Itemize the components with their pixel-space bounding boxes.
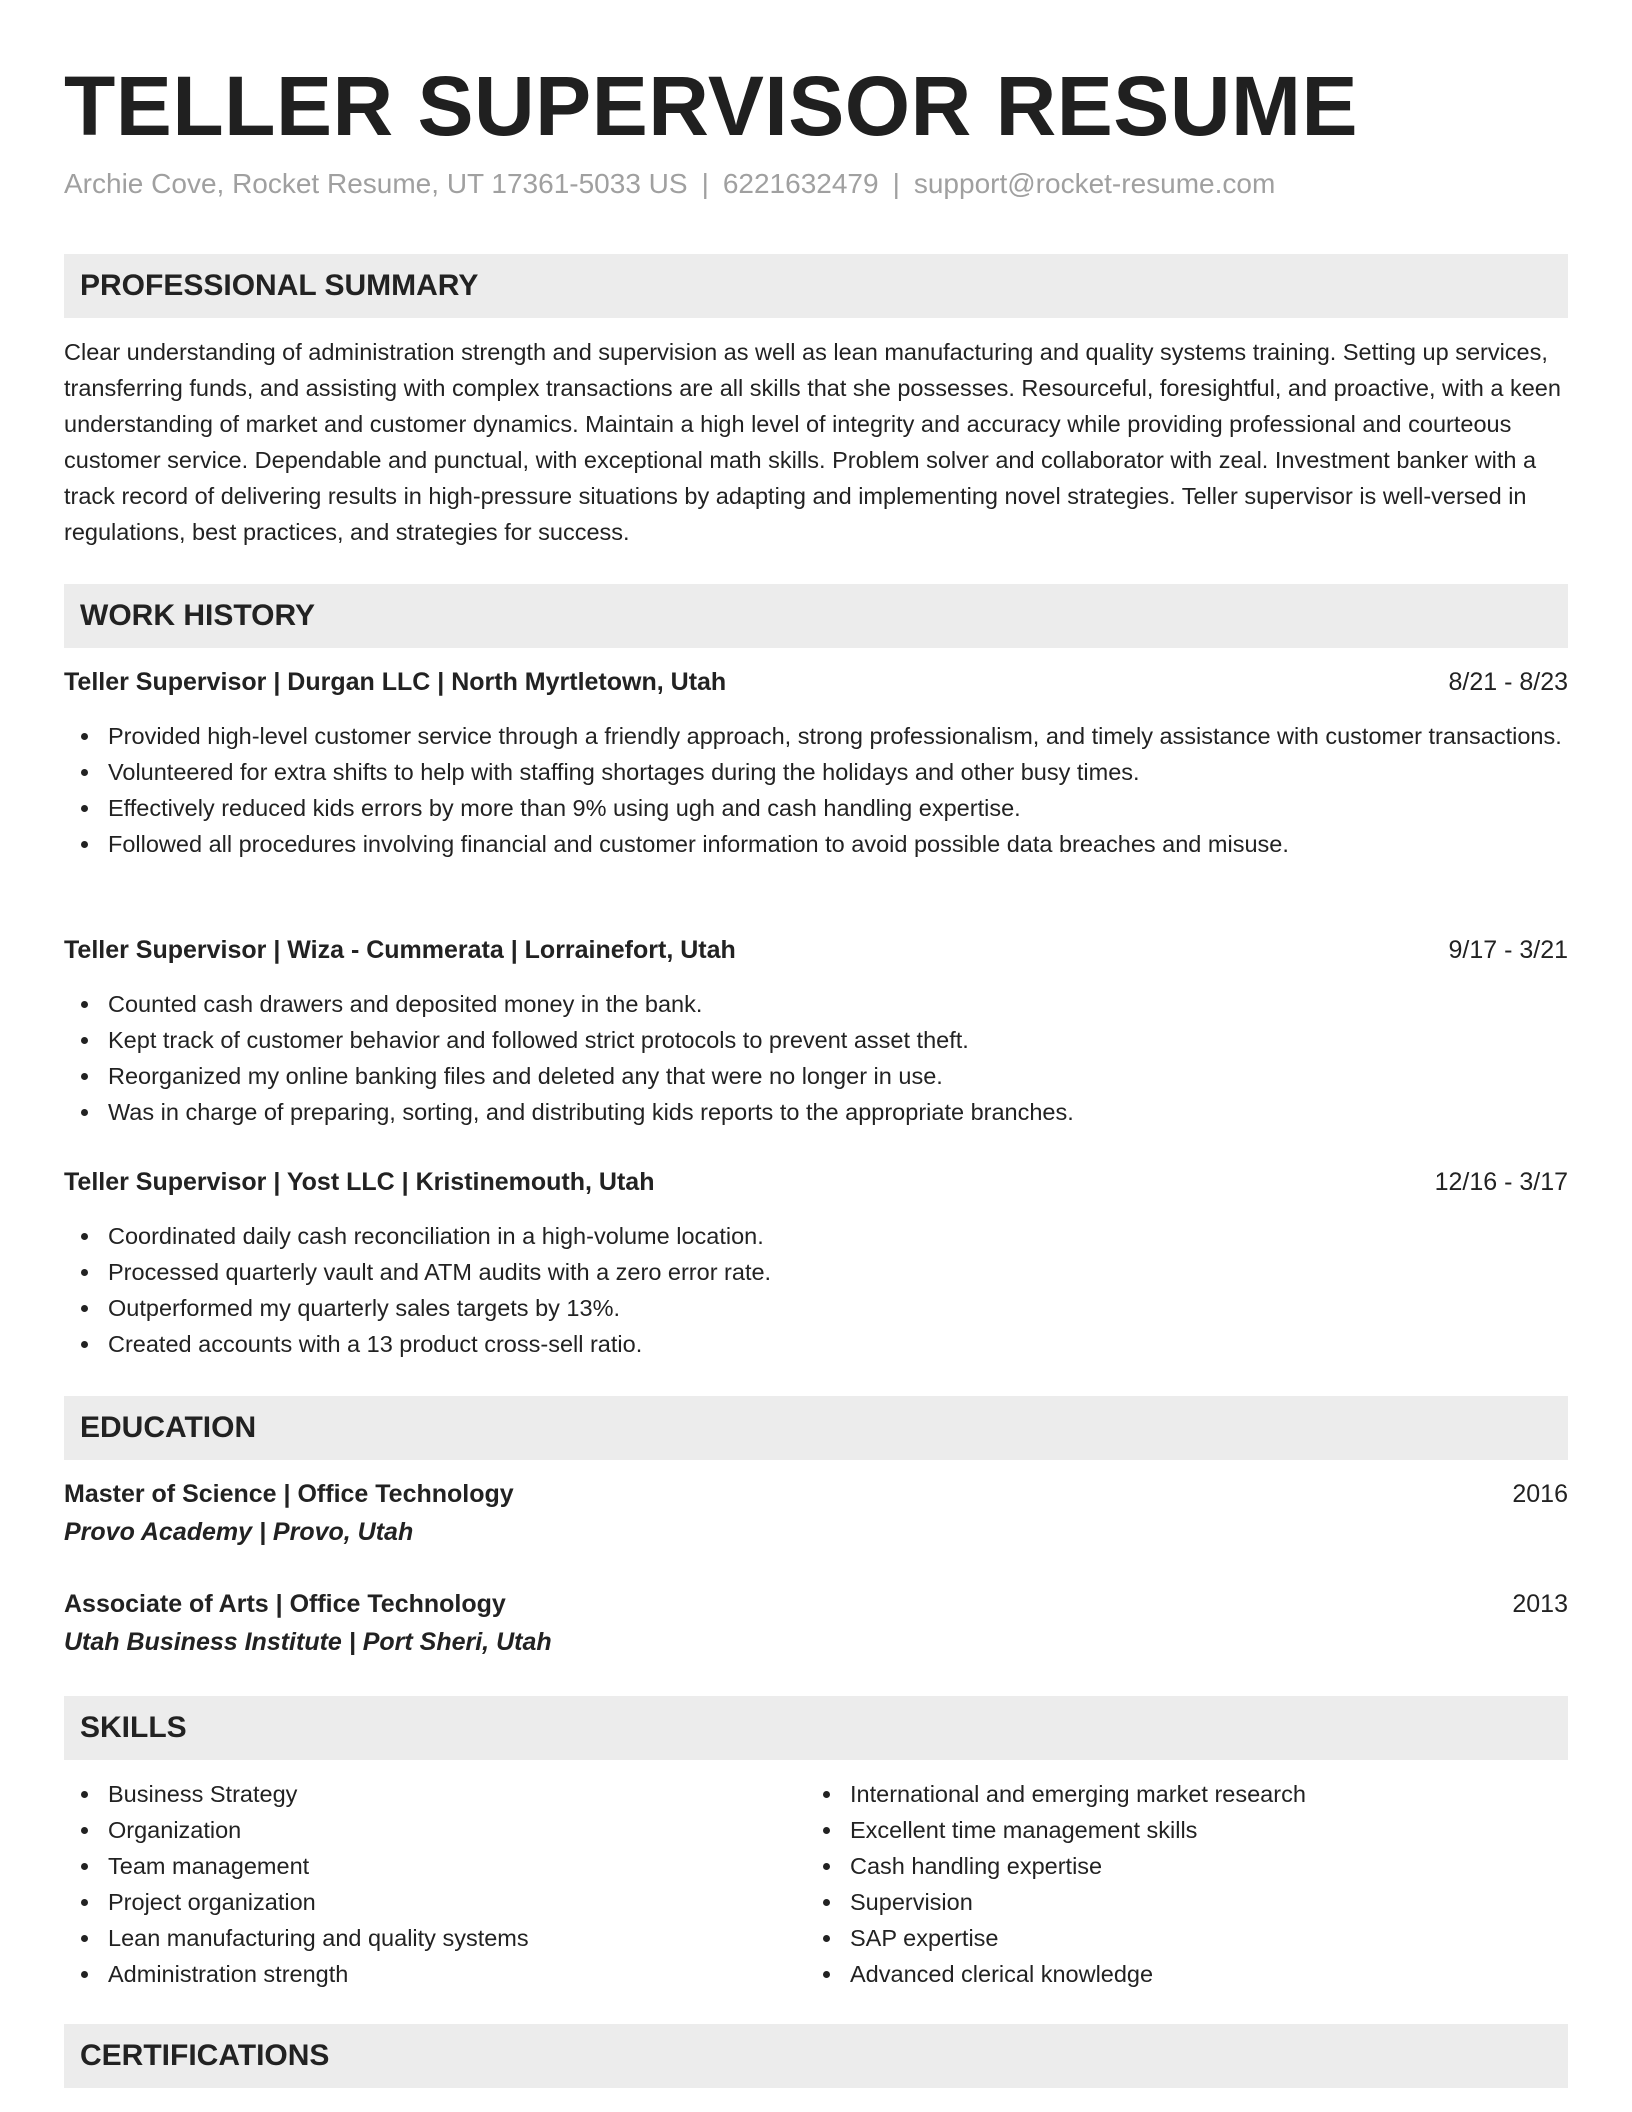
list-item: Followed all procedures involving financial and customer information to avoid possible data breaches and misuse. xyxy=(108,826,1568,862)
skill-item: Business Strategy xyxy=(108,1776,764,1812)
job-duties-list xyxy=(64,986,1568,1130)
education-degree-row xyxy=(64,1476,1568,1512)
contact-address: Archie Cove, Rocket Resume, UT 17361-5033 US xyxy=(64,168,688,199)
job-dates: 9/17 - 3/21 xyxy=(1448,936,1568,964)
education-degree: Associate of Arts | Office Technology xyxy=(64,1590,506,1618)
list-item: Was in charge of preparing, sorting, and distributing kids reports to the appropriate branches. xyxy=(108,1094,1568,1130)
contact-separator: | xyxy=(701,168,709,199)
skill-item: Administration strength xyxy=(108,1956,764,1992)
list-item: Coordinated daily cash reconciliation in a high-volume location. xyxy=(108,1218,1568,1254)
job-title: Teller Supervisor | Wiza - Cummerata | Lorrainefort, Utah xyxy=(64,936,736,964)
list-item: Outperformed my quarterly sales targets by 13%. xyxy=(108,1290,1568,1326)
section-heading-summary: PROFESSIONAL SUMMARY xyxy=(64,254,1568,318)
list-item: Processed quarterly vault and ATM audits with a zero error rate. xyxy=(108,1254,1568,1290)
skill-item: Organization xyxy=(108,1812,764,1848)
skill-item: Project organization xyxy=(108,1884,764,1920)
job-duties-list xyxy=(64,718,1568,862)
list-item: Reorganized my online banking files and deleted any that were no longer in use. xyxy=(108,1058,1568,1094)
contact-separator: | xyxy=(892,168,900,199)
section-heading-certifications: CERTIFICATIONS xyxy=(64,2024,1568,2088)
job-header xyxy=(64,1164,1568,1200)
list-item: Effectively reduced kids errors by more than 9% using ugh and cash handling expertise. xyxy=(108,790,1568,826)
list-item: Created accounts with a 13 product cross-sell ratio. xyxy=(108,1326,1568,1362)
section-heading-work-history: WORK HISTORY xyxy=(64,584,1568,648)
job-dates: 12/16 - 3/17 xyxy=(1434,1168,1568,1196)
education-school: Utah Business Institute | Port Sheri, Utah xyxy=(64,1628,552,1656)
list-item: Provided high-level customer service through a friendly approach, strong professionalism, and timely assistance with customer transactions. xyxy=(108,718,1568,754)
skill-item: Advanced clerical knowledge xyxy=(850,1956,1506,1992)
summary-text: Clear understanding of administration strength and supervision as well as lean manufacturing and quality systems training. Setting up services, transferring funds, and assisting with complex transactions are all skills that she possesses. Resourceful, foresightful, and proactive, with a keen understanding of market and customer dynamics. Maintain a high level of integrity and accuracy while providing professional and courteous customer service. Dependable and punctual, with exceptional math skills. Problem solver and collaborator with zeal. Investment banker with a track record of delivering results in high-pressure situations by adapting and implementing novel strategies. Teller supervisor is well-versed in regulations, best practices, and strategies for success. xyxy=(64,339,1561,545)
section-heading-education: EDUCATION xyxy=(64,1396,1568,1460)
list-item: Counted cash drawers and deposited money in the bank. xyxy=(108,986,1568,1022)
education-year: 2016 xyxy=(1512,1480,1568,1508)
job-duties-list xyxy=(64,1218,1568,1362)
job-title: Teller Supervisor | Yost LLC | Kristinemouth, Utah xyxy=(64,1168,655,1196)
education-year: 2013 xyxy=(1512,1590,1568,1618)
job-dates: 8/21 - 8/23 xyxy=(1448,668,1568,696)
skill-item: Lean manufacturing and quality systems xyxy=(108,1920,764,1956)
resume-title: TELLER SUPERVISOR RESUME xyxy=(64,59,1358,153)
job-header xyxy=(64,932,1568,968)
job-header xyxy=(64,664,1568,700)
education-school: Provo Academy | Provo, Utah xyxy=(64,1518,414,1546)
section-heading-skills: SKILLS xyxy=(64,1696,1568,1760)
list-item: Kept track of customer behavior and followed strict protocols to prevent asset theft. xyxy=(108,1022,1568,1058)
job-title: Teller Supervisor | Durgan LLC | North Myrtletown, Utah xyxy=(64,668,727,696)
skill-item: SAP expertise xyxy=(850,1920,1506,1956)
skill-item: Team management xyxy=(108,1848,764,1884)
skill-item: International and emerging market research xyxy=(850,1776,1506,1812)
skill-item: Cash handling expertise xyxy=(850,1848,1506,1884)
education-degree-row xyxy=(64,1586,1568,1622)
skill-item: Supervision xyxy=(850,1884,1506,1920)
contact-phone: 6221632479 xyxy=(722,168,879,199)
contact-email: support@rocket-resume.com xyxy=(913,168,1276,199)
contact-line xyxy=(64,164,1275,204)
skills-list-left xyxy=(64,1776,764,1992)
list-item: Volunteered for extra shifts to help with staffing shortages during the holidays and other busy times. xyxy=(108,754,1568,790)
skill-item: Excellent time management skills xyxy=(850,1812,1506,1848)
skills-list-right xyxy=(806,1776,1506,1992)
education-degree: Master of Science | Office Technology xyxy=(64,1480,514,1508)
